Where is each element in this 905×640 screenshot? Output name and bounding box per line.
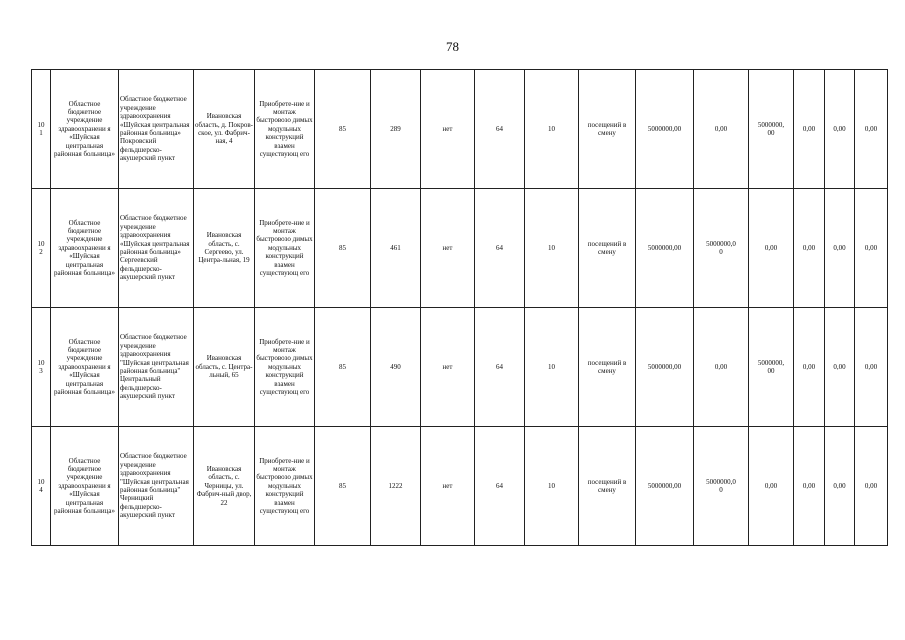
facility-cell: Областное бюджетное учреждение здравоохранения «Шуйская центральная районная больница» Покровский фельдшерско-акушерский пункт [119, 70, 194, 189]
unit-cell: посещений в смену [579, 308, 636, 427]
year-cell-4: 0,00 [825, 189, 855, 308]
page-number: 78 [446, 39, 459, 54]
row-number: 10 1 [32, 70, 51, 189]
unit-cell: посещений в смену [579, 427, 636, 546]
unit-cell: посещений в смену [579, 189, 636, 308]
value-cell-1: 85 [315, 189, 371, 308]
year-cell-1: 0,00 [694, 70, 749, 189]
table-row [32, 308, 888, 427]
action-cell: Приобрете-ние и монтаж быстровозо димых модульных конструкций взамен существующ его [255, 427, 315, 546]
year-cell-3: 0,00 [794, 427, 825, 546]
table-row [32, 189, 888, 308]
value-cell-2: 1222 [371, 427, 421, 546]
value-cell-1: 85 [315, 70, 371, 189]
address-cell: Ивановская область, д. Покров-ское, ул. Фабрич-ная, 4 [194, 70, 255, 189]
year-cell-3: 0,00 [794, 308, 825, 427]
value-cell-5: 10 [525, 189, 579, 308]
organization-cell: Областное бюджетное учреждение здравоохранени я «Шуйская центральная районная больница» [51, 70, 119, 189]
action-cell: Приобрете-ние и монтаж быстровозо димых модульных конструкций взамен существующ его [255, 70, 315, 189]
year-cell-1: 0,00 [694, 308, 749, 427]
year-cell-2: 5000000, 00 [749, 70, 794, 189]
facility-cell: Областное бюджетное учреждение здравоохранения "Шуйская центральная районная больница" Черницкий фельдшерско-акушерский пункт [119, 427, 194, 546]
value-cell-1: 85 [315, 308, 371, 427]
value-cell-2: 461 [371, 189, 421, 308]
address-cell: Ивановская область, с. Центра-льный, 65 [194, 308, 255, 427]
value-cell-3: нет [421, 308, 475, 427]
year-cell-4: 0,00 [825, 427, 855, 546]
total-cell: 5000000,00 [636, 189, 694, 308]
year-cell-2: 0,00 [749, 427, 794, 546]
total-cell: 5000000,00 [636, 308, 694, 427]
year-cell-2: 0,00 [749, 189, 794, 308]
value-cell-4: 64 [475, 427, 525, 546]
value-cell-4: 64 [475, 308, 525, 427]
row-number: 10 2 [32, 189, 51, 308]
address-cell: Ивановская область, с. Черницы, ул. Фабрич-ный двор, 22 [194, 427, 255, 546]
facility-cell: Областное бюджетное учреждение здравоохранения "Шуйская центральная районная больница" Центральный фельдшерско-акушерский пункт [119, 308, 194, 427]
value-cell-5: 10 [525, 70, 579, 189]
total-cell: 5000000,00 [636, 70, 694, 189]
value-cell-2: 490 [371, 308, 421, 427]
year-cell-3: 0,00 [794, 189, 825, 308]
year-cell-4: 0,00 [825, 308, 855, 427]
table-row [32, 427, 888, 546]
organization-cell: Областное бюджетное учреждение здравоохранени я «Шуйская центральная районная больница» [51, 308, 119, 427]
table-row [32, 70, 888, 189]
total-cell: 5000000,00 [636, 427, 694, 546]
value-cell-5: 10 [525, 308, 579, 427]
value-cell-4: 64 [475, 70, 525, 189]
year-cell-5: 0,00 [855, 308, 888, 427]
year-cell-5: 0,00 [855, 189, 888, 308]
year-cell-5: 0,00 [855, 427, 888, 546]
facility-cell: Областное бюджетное учреждение здравоохранения «Шуйская центральная районная больница» Сергеевский фельдшерско-акушерский пункт [119, 189, 194, 308]
facility-table [31, 69, 888, 546]
value-cell-2: 289 [371, 70, 421, 189]
value-cell-4: 64 [475, 189, 525, 308]
year-cell-3: 0,00 [794, 70, 825, 189]
row-number: 10 4 [32, 427, 51, 546]
address-cell: Ивановская область, с. Сергеево, ул. Центра-льная, 19 [194, 189, 255, 308]
value-cell-1: 85 [315, 427, 371, 546]
year-cell-4: 0,00 [825, 70, 855, 189]
year-cell-2: 5000000, 00 [749, 308, 794, 427]
row-number: 10 3 [32, 308, 51, 427]
year-cell-1: 5000000,0 0 [694, 427, 749, 546]
value-cell-3: нет [421, 427, 475, 546]
unit-cell: посещений в смену [579, 70, 636, 189]
organization-cell: Областное бюджетное учреждение здравоохранени я «Шуйская центральная районная больница» [51, 189, 119, 308]
organization-cell: Областное бюджетное учреждение здравоохранени я «Шуйская центральная районная больница» [51, 427, 119, 546]
year-cell-1: 5000000,0 0 [694, 189, 749, 308]
year-cell-5: 0,00 [855, 70, 888, 189]
value-cell-3: нет [421, 70, 475, 189]
value-cell-3: нет [421, 189, 475, 308]
value-cell-5: 10 [525, 427, 579, 546]
action-cell: Приобрете-ние и монтаж быстровозо димых модульных конструкций взамен существующ его [255, 189, 315, 308]
action-cell: Приобрете-ние и монтаж быстровозо димых модульных конструкций взамен существующ его [255, 308, 315, 427]
